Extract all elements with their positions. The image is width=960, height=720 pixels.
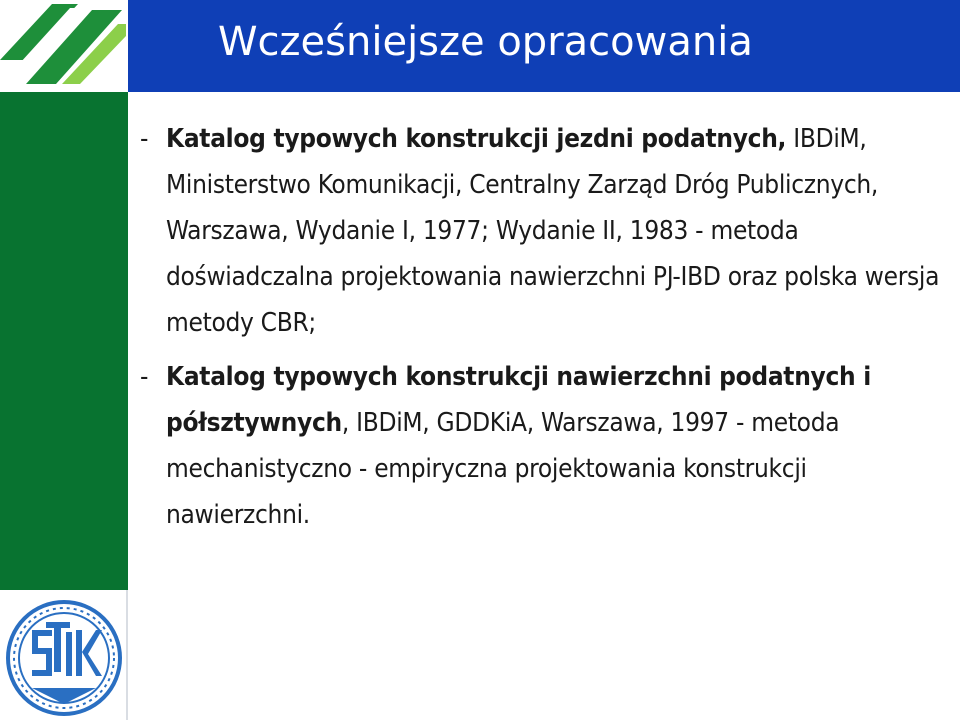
sitk-seal bbox=[2, 592, 126, 718]
item-title: Katalog typowych konstrukcji jezdni podatnych, bbox=[166, 124, 787, 154]
slide-header bbox=[128, 0, 960, 92]
green-slash-logo-icon bbox=[0, 0, 128, 92]
logo-box bbox=[0, 0, 128, 92]
item-text: , IBDiM, GDDKiA, Warszawa, 1997 - metoda mechanistyczno - empiryczna projektowania konstrukcji nawierzchni. bbox=[166, 408, 840, 530]
list-item bbox=[140, 116, 940, 346]
item-title: Katalog typowych konstrukcji nawierzchni podatnych i półsztywnych bbox=[166, 362, 871, 438]
slide-title: Wcześniejsze opracowania bbox=[218, 19, 753, 65]
item-text: IBDiM, Ministerstwo Komunikacji, Centralny Zarząd Dróg Publicznych, Warszawa, Wydanie I, 1977; Wydanie II, 1983 - metoda doświadczalna projektowania nawierzchni PJ-IBD oraz polska wersja metody CBR; bbox=[166, 124, 940, 338]
list-item bbox=[140, 354, 940, 538]
list-dash: - bbox=[140, 124, 149, 154]
side-divider bbox=[126, 590, 128, 720]
list-dash: - bbox=[140, 362, 149, 392]
content bbox=[140, 116, 940, 546]
sitk-seal-icon bbox=[2, 592, 126, 718]
side-band bbox=[0, 92, 128, 590]
